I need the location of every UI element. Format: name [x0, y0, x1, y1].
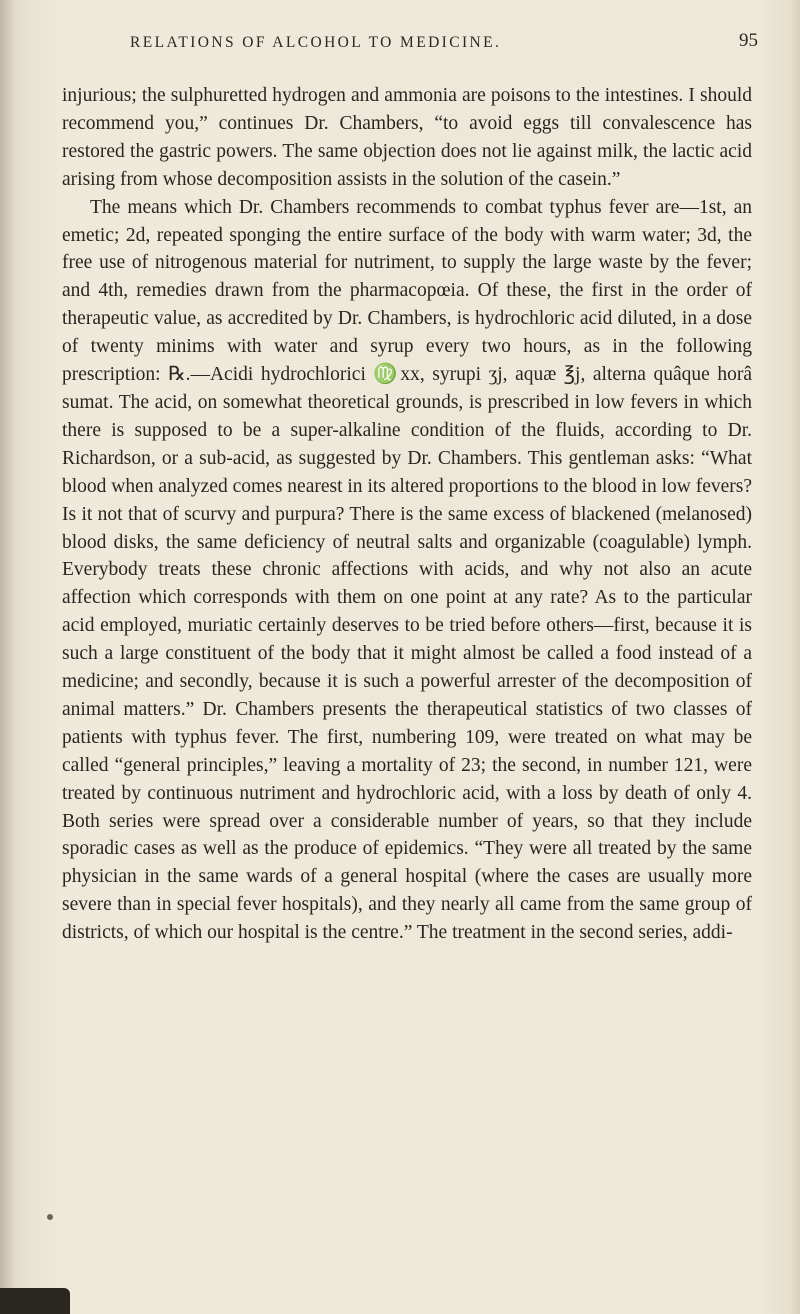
running-header: RELATIONS OF ALCOHOL TO MEDICINE. [130, 34, 502, 51]
body-text [62, 82, 752, 947]
binding-shadow [0, 1288, 70, 1314]
page-number: 95 [739, 30, 758, 51]
paragraph-1: injurious; the sulphuretted hydrogen and ammonia are poisons to the intestines. I should recommend you,” continues Dr. Chambers, “to avoid eggs till convalescence has restored the gastric powers. The same objection does not lie against milk, the lactic acid arising from whose decomposition assists in the solution of the casein.” [62, 85, 752, 190]
ink-speck [47, 1214, 53, 1220]
page-gutter-shadow [0, 0, 14, 1314]
paragraph-2: The means which Dr. Chambers recommends to combat typhus fever are—1st, an emetic; 2d, repeated sponging the entire surface of the body with warm water; 3d, the free use of nitrogenous material for nutriment, to supply the large waste by the fever; and 4th, remedies drawn from the pharmacopœia. Of these, the first in the order of therapeutic value, as accredited by Dr. Chambers, is hydrochloric acid diluted, in a dose of twenty minims with water and syrup every two hours, as in the following prescription: ℞.—Acidi hydrochlorici ♍xx, syrupi ʒj, aquæ ℥j, alterna quâque horâ sumat. The acid, on somewhat theoretical grounds, is prescribed in low fevers in which there is supposed to be a super-alkaline condition of the fluids, according to Dr. Richardson, or a sub-acid, as suggested by Dr. Chambers. This gentleman asks: “What blood when analyzed comes nearest in its altered proportions to the blood in low fevers? Is it not that of scurvy and purpura? There is the same excess of blackened (melanosed) blood disks, the same deficiency of neutral salts and organizable (coagulable) lymph. Everybody treats these chronic affections with acids, and why not also an acute affection which corresponds with them on one point at any rate? As to the particular acid employed, muriatic certainly deserves to be tried before others—first, because it is such a large constituent of the body that it might almost be called a food instead of a medicine; and secondly, because it is such a powerful arrester of the decomposition of animal matters.” Dr. Chambers presents the therapeutical statistics of two classes of patients with typhus fever. The first, numbering 109, were treated on what may be called “general principles,” leaving a mortality of 23; the second, in number 121, were treated by continuous nutriment and hydrochloric acid, with a loss by death of only 4. Both series were spread over a considerable number of years, so that they include sporadic cases as well as the produce of epidemics. “They were all treated by the same physician in the same wards of a general hospital (where the cases are usually more severe than in special fever hospitals), and they nearly all came from the same group of districts, of which our hospital is the centre.” The treatment in the second series, addi- [62, 196, 752, 944]
